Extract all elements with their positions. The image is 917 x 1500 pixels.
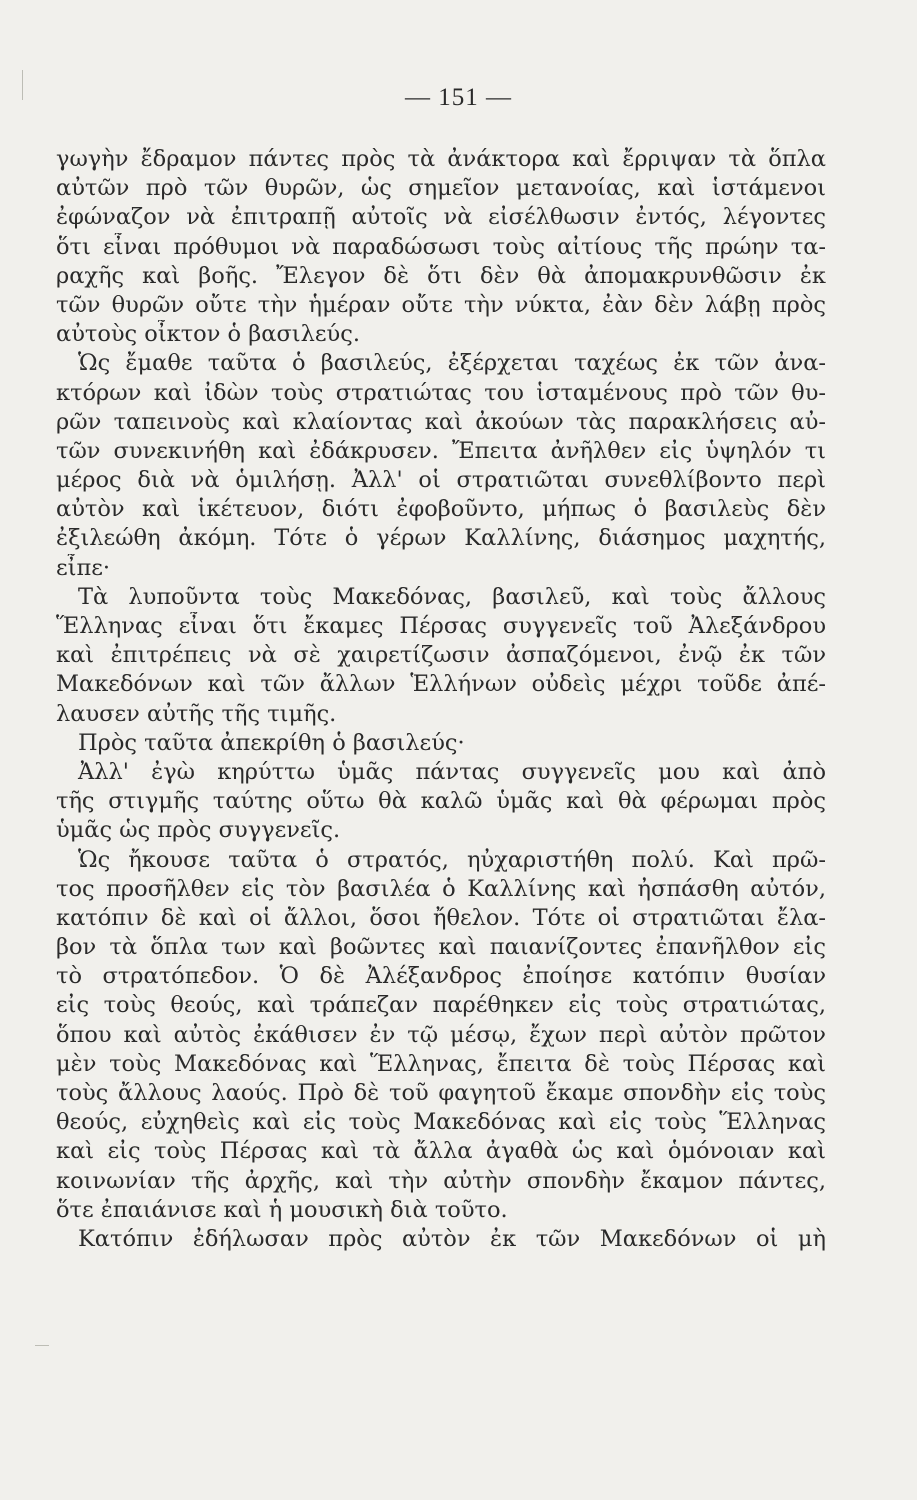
text-line: τῶν συνεκινήθη καὶ ἐδάκρυσεν. Ἔπειτα ἀνῆλθεν εἰς ὑψηλόν τι <box>56 437 826 464</box>
text-line: τῆς στιγμῆς ταύτης οὕτω θὰ καλῶ ὑμᾶς καὶ θὰ φέρωμαι πρὸς <box>56 788 826 815</box>
text-line: ἐφώναζον νὰ ἐπιτραπῇ αὐτοῖς νὰ εἰσέλθωσιν ἐντός, λέγοντες <box>56 204 826 231</box>
text-line: τῶν θυρῶν οὔτε τὴν ἡμέραν οὔτε τὴν νύκτα, ἐὰν δὲν λάβῃ πρὸς <box>56 291 826 318</box>
text-line: ὅπου καὶ αὐτὸς ἐκάθισεν ἐν τῷ μέσῳ, ἔχων περὶ αὐτὸν πρῶτον <box>56 1021 826 1048</box>
text-line: αὐτῶν πρὸ τῶν θυρῶν, ὡς σημεῖον μετανοίας, καὶ ἱστάμενοι <box>56 175 826 202</box>
text-line: κατόπιν δὲ καὶ οἱ ἄλλοι, ὅσοι ἤθελον. Τότε οἱ στρατιῶται ἔλα- <box>56 904 826 931</box>
text-line: Ὡς ἔμαθε ταῦτα ὁ βασιλεύς, ἐξέρχεται ταχέως ἐκ τῶν ἀνα- <box>78 350 826 377</box>
text-line: καὶ εἰς τοὺς Πέρσας καὶ τὰ ἄλλα ἀγαθὰ ὡς καὶ ὁμόνοιαν καὶ <box>56 1138 826 1165</box>
text-line: ὅτι εἶναι πρόθυμοι νὰ παραδώσωσι τοὺς αἰτίους τῆς πρώην τα- <box>56 233 826 260</box>
text-line: Ἕλληνας εἶναι ὅτι ἔκαμες Πέρσας συγγενεῖς τοῦ Ἀλεξάνδρου <box>56 613 826 639</box>
text-line: αὐτοὺς οἶκτον ὁ βασιλεύς. <box>56 321 360 348</box>
text-line: τοὺς ἄλλους λαούς. Πρὸ δὲ τοῦ φαγητοῦ ἔκαμε σπονδὴν εἰς τοὺς <box>56 1080 826 1106</box>
text-line: αὐτὸν καὶ ἱκέτευον, διότι ἐφοβοῦντο, μήπως ὁ βασιλεὺς δὲν <box>56 496 826 523</box>
text-line: θεούς, εὐχηθεὶς καὶ εἰς τοὺς Μακεδόνας καὶ εἰς τοὺς Ἕλληνας <box>56 1109 826 1136</box>
text-line: Κατόπιν ἐδήλωσαν πρὸς αὐτὸν ἐκ τῶν Μακεδόνων οἱ μὴ <box>78 1225 826 1252</box>
text-line: ὑμᾶς ὡς πρὸς συγγενεῖς. <box>56 817 341 844</box>
text-line: κτόρων καὶ ἰδὼν τοὺς στρατιώτας του ἱσταμένους πρὸ τῶν θυ- <box>56 379 826 406</box>
text-line: μέρος διὰ νὰ ὁμιλήσῃ. Ἀλλ' οἱ στρατιῶται συνεθλίβοντο περὶ <box>56 467 826 494</box>
text-line: ἐξιλεώθη ἀκόμη. Τότε ὁ γέρων Καλλίνης, διάσημος μαχητής, <box>56 525 826 552</box>
text-line: λαυσεν αὐτῆς τῆς τιμῆς. <box>56 700 337 727</box>
text-line: τος προσῆλθεν εἰς τὸν βασιλέα ὁ Καλλίνης καὶ ἠσπάσθη αὐτόν, <box>56 875 826 902</box>
text-line: βον τὰ ὅπλα των καὶ βοῶντες καὶ παιανίζοντες ἐπανῆλθον εἰς <box>56 934 826 961</box>
text-line: κοινωνίαν τῆς ἀρχῆς, καὶ τὴν αὐτὴν σπονδὴν ἔκαμον πάντες, <box>56 1167 826 1194</box>
text-line: Μακεδόνων καὶ τῶν ἄλλων Ἑλλήνων οὐδεὶς μέχρι τοῦδε ἀπέ- <box>56 671 826 698</box>
text-line: Τὰ λυποῦντα τοὺς Μακεδόνας, βασιλεῦ, καὶ τοὺς ἄλλους <box>78 583 826 610</box>
text-line: τὸ στρατόπεδον. Ὁ δὲ Ἀλέξανδρος ἐποίησε κατόπιν θυσίαν <box>56 963 826 990</box>
text-line: ρῶν ταπεινοὺς καὶ κλαίοντας καὶ ἀκούων τὰς παρακλήσεις αὐ- <box>56 408 826 435</box>
text-line: ραχῆς καὶ βοῆς. Ἔλεγον δὲ ὅτι δὲν θὰ ἀπομακρυνθῶσιν ἐκ <box>56 262 826 289</box>
text-line: Πρὸς ταῦτα ἀπεκρίθη ὁ βασιλεύς· <box>78 729 465 756</box>
text-line: γωγὴν ἔδραμον πάντες πρὸς τὰ ἀνάκτορα καὶ ἔρριψαν τὰ ὅπλα <box>56 146 826 172</box>
page-number: — 151 — <box>405 84 512 111</box>
text-line: ὅτε ἐπαιάνισε καὶ ἡ μουσικὴ διὰ τοῦτο. <box>56 1196 508 1223</box>
text-line: μὲν τοὺς Μακεδόνας καὶ Ἕλληνας, ἔπειτα δὲ τοὺς Πέρσας καὶ <box>56 1050 826 1077</box>
text-line: Ὡς ἤκουσε ταῦτα ὁ στρατός, ηὐχαριστήθη πολύ. Καὶ πρῶ- <box>78 846 826 873</box>
body-text <box>56 145 826 1254</box>
text-line: Ἀλλ' ἐγὼ κηρύττω ὑμᾶς πάντας συγγενεῖς μου καὶ ἀπὸ <box>78 758 826 785</box>
text-line: εἰς τοὺς θεούς, καὶ τράπεζαν παρέθηκεν εἰς τοὺς στρατιώτας, <box>56 992 826 1019</box>
text-line: εἶπε· <box>56 554 111 581</box>
margin-mark <box>35 1345 49 1346</box>
text-line: καὶ ἐπιτρέπεις νὰ σὲ χαιρετίζωσιν ἀσπαζόμενοι, ἐνῷ ἐκ τῶν <box>56 642 826 669</box>
